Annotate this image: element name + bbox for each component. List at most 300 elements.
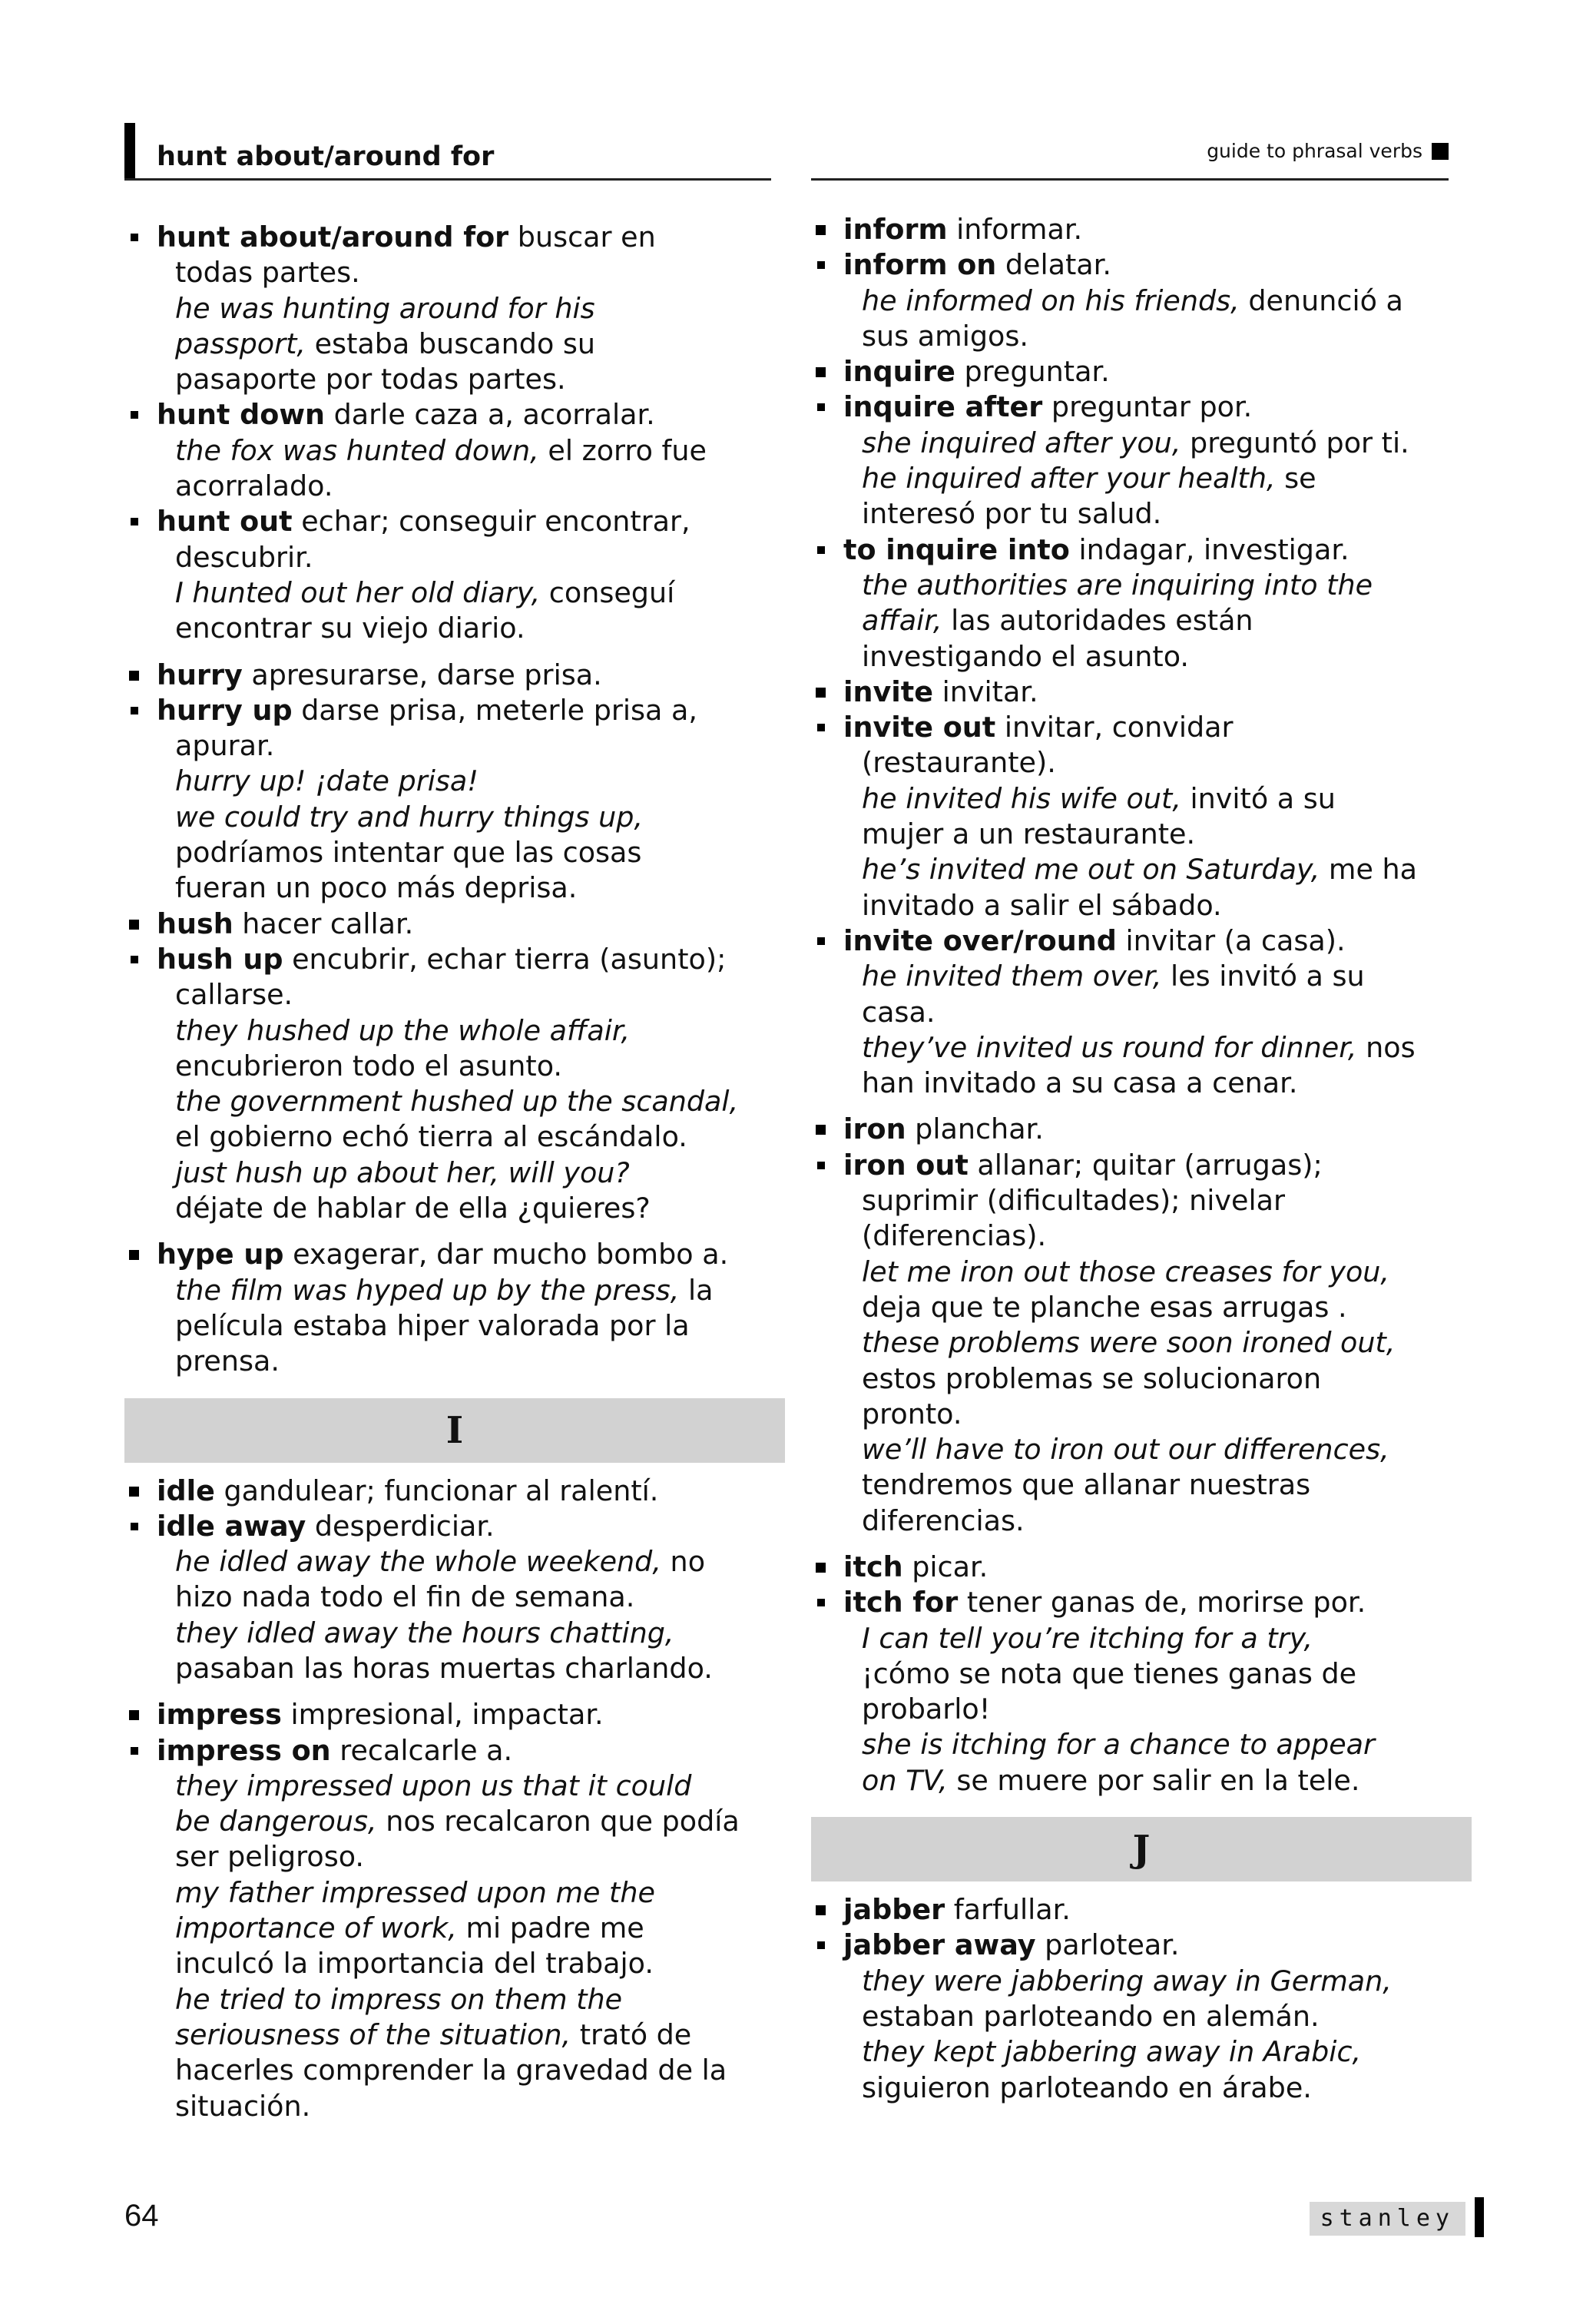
entry-headline: [157, 1697, 785, 1732]
translation-text: suprimir (dificultades); nivelar: [862, 1184, 1285, 1218]
dictionary-entry: [811, 1112, 1472, 1147]
entry-bullet-icon: [816, 1125, 826, 1135]
entry-bullet-icon: [817, 724, 825, 731]
example-text: just hush up about her, will you?: [175, 1155, 630, 1189]
section-letter: J: [1132, 1828, 1151, 1871]
entry-line: [157, 327, 785, 362]
entry-line: [157, 1544, 785, 1580]
entry-line: [157, 1191, 785, 1226]
entry-line: [157, 1344, 785, 1379]
translation-text: invitar.: [933, 675, 1038, 708]
translation-text: planchar.: [906, 1112, 1044, 1146]
translation-text: desperdiciar.: [306, 1509, 495, 1543]
entry-bullet-icon: [131, 518, 138, 525]
translation-text: encontrar su viejo diario.: [175, 612, 525, 645]
translation-text: diferencias.: [862, 1503, 1025, 1537]
translation-text: picar.: [902, 1550, 989, 1583]
example-text: they impressed upon us that it could: [175, 1769, 692, 1802]
headword: hush: [157, 907, 233, 940]
entry-headline: [843, 1585, 1472, 1620]
translation-text: (diferencias).: [862, 1219, 1047, 1253]
entry-line: [157, 540, 785, 575]
entry-line: [157, 611, 785, 646]
entry-line: [157, 1155, 785, 1191]
headword: invite: [843, 675, 934, 708]
dictionary-entry: [124, 1697, 785, 1732]
translation-text: pasaporte por todas partes.: [175, 363, 566, 396]
translation-text: sus amigos.: [862, 319, 1028, 353]
entry-line: [843, 1325, 1472, 1361]
example-text: he idled away the whole weekend,: [175, 1545, 661, 1579]
entry-line: [843, 1361, 1472, 1397]
running-head-title: hunt about/around for: [157, 141, 495, 172]
entry-bullet-icon: [129, 1710, 139, 1720]
example-text: he invited his wife out,: [862, 781, 1181, 815]
entry-headline: [843, 1892, 1472, 1928]
dictionary-entry: [124, 942, 785, 1226]
headword: inform: [843, 213, 948, 246]
translation-text: preguntar.: [955, 355, 1110, 389]
running-head-section: guide to phrasal verbs: [1207, 140, 1422, 162]
translation-text: nos: [1356, 1030, 1416, 1064]
section-letter-band: [124, 1398, 785, 1463]
translation-text: parlotear.: [1035, 1928, 1180, 1962]
example-text: the authorities are inquiring into the: [862, 568, 1373, 602]
entry-headline: [843, 1148, 1472, 1183]
translation-text: la: [679, 1273, 714, 1307]
translation-text: preguntar por.: [1042, 390, 1253, 424]
example-text: seriousness of the situation,: [175, 2017, 571, 2051]
translation-text: interesó por tu salud.: [862, 497, 1162, 531]
headword: itch for: [843, 1586, 959, 1620]
left-column: [124, 220, 785, 2124]
entry-line: [843, 1218, 1472, 1254]
dictionary-entry: [811, 710, 1472, 923]
headword: invite out: [843, 711, 996, 744]
entry-line: [157, 1308, 785, 1344]
translation-text: les invitó a su: [1161, 960, 1365, 993]
dictionary-entry: [124, 220, 785, 397]
publisher-brand: stanley: [1310, 2202, 1465, 2236]
dictionary-entry: [124, 1237, 785, 1379]
entry-bullet-icon: [817, 546, 825, 554]
translation-text: se muere por salir en la tele.: [947, 1763, 1360, 1797]
translation-text: casa.: [862, 995, 936, 1029]
entry-line: [843, 426, 1472, 461]
entry-bullet-icon: [816, 1563, 826, 1573]
entry-line: [843, 1999, 1472, 2034]
translation-text: informar.: [947, 213, 1083, 246]
entry-line: [843, 1621, 1472, 1656]
entry-line: [157, 764, 785, 799]
headword: hunt about/around for: [157, 220, 509, 254]
entry-line: [157, 1616, 785, 1651]
entry-bullet-icon: [131, 956, 138, 963]
dictionary-entry: [811, 212, 1472, 247]
entry-bullet-icon: [131, 1747, 138, 1755]
dictionary-entry: [811, 1148, 1472, 1539]
dictionary-entry: [124, 397, 785, 504]
entry-bullet-icon: [816, 225, 826, 235]
translation-text: trató de: [571, 2017, 692, 2051]
translation-text: siguieron parloteando en árabe.: [862, 2070, 1312, 2104]
entry-line: [843, 1467, 1472, 1503]
entry-line: [843, 1066, 1472, 1101]
example-text: ¡date prisa!: [306, 764, 479, 798]
example-text: he tried to impress on them the: [175, 1982, 623, 2016]
headword: iron: [843, 1112, 906, 1146]
translation-text: tendremos que allanar nuestras: [862, 1468, 1311, 1502]
entry-headline: [843, 675, 1472, 710]
entry-headline: [157, 220, 785, 255]
entry-line: [843, 745, 1472, 781]
entry-line: [157, 1982, 785, 2017]
headword: itch: [843, 1550, 903, 1583]
entry-line: [843, 1656, 1472, 1692]
entry-line: [843, 1255, 1472, 1290]
entry-line: [157, 1049, 785, 1084]
headword: idle away: [157, 1509, 306, 1543]
entry-headline: [843, 247, 1472, 283]
translation-text: ser peligroso.: [175, 1840, 365, 1874]
headword: to inquire into: [843, 532, 1070, 566]
entry-headline: [843, 923, 1472, 959]
entry-line: [157, 362, 785, 397]
example-text: he informed on his friends,: [862, 283, 1240, 317]
entry-line: [157, 800, 785, 835]
translation-text: indagar, investigar.: [1069, 532, 1349, 566]
entry-line: [843, 461, 1472, 496]
dictionary-entry: [811, 1892, 1472, 1928]
translation-text: han invitado a su casa a cenar.: [862, 1066, 1298, 1100]
headword: hype up: [157, 1238, 284, 1271]
example-text: I can tell you’re itching for a try,: [862, 1621, 1313, 1655]
entry-line: [843, 1692, 1472, 1727]
dictionary-entry: [124, 1474, 785, 1509]
entry-headline: [157, 504, 785, 539]
entry-line: [843, 2070, 1472, 2106]
headword: impress: [157, 1698, 282, 1732]
headword: hush up: [157, 942, 283, 976]
entry-line: [157, 1911, 785, 1946]
translation-text: conseguí: [540, 575, 675, 609]
translation-text: mujer a un restaurante.: [862, 817, 1196, 851]
translation-text: nos recalcaron que podía: [376, 1805, 740, 1838]
translation-text: me ha: [1320, 853, 1418, 887]
headword: iron out: [843, 1148, 969, 1182]
entry-line: [157, 1119, 785, 1155]
entry-headline: [843, 710, 1472, 745]
entry-line: [843, 852, 1472, 887]
entry-bullet-icon: [817, 1162, 825, 1169]
entry-bullet-icon: [816, 367, 826, 377]
translation-text: no: [661, 1545, 706, 1579]
example-text: the fox was hunted down,: [175, 433, 539, 467]
entry-line: [843, 817, 1472, 852]
entry-line: [843, 603, 1472, 638]
translation-text: invitado a salir el sábado.: [862, 888, 1222, 922]
dictionary-entry: [811, 532, 1472, 675]
entry-line: [157, 1273, 785, 1308]
entry-headline: [157, 1509, 785, 1544]
translation-text: estaba buscando su: [306, 327, 596, 360]
entry-headline: [843, 532, 1472, 568]
translation-text: película estaba hiper valorada por la: [175, 1308, 690, 1342]
translation-text: tener ganas de, morirse por.: [958, 1586, 1366, 1620]
entry-headline: [843, 1112, 1472, 1147]
entry-bullet-icon: [816, 1905, 826, 1915]
entry-line: [157, 2053, 785, 2088]
translation-text: inculcó la importancia del trabajo.: [175, 1947, 654, 1981]
entry-bullet-icon: [816, 688, 826, 698]
translation-text: invitó a su: [1181, 781, 1336, 815]
dictionary-entry: [811, 390, 1472, 532]
translation-text: echar; conseguir encontrar,: [292, 505, 690, 539]
translation-text: darse prisa, meterle prisa a,: [292, 693, 697, 727]
dictionary-entry: [811, 247, 1472, 354]
translation-text: hacer callar.: [233, 907, 414, 940]
dictionary-entry: [811, 675, 1472, 710]
example-text: on TV,: [862, 1763, 948, 1797]
entry-headline: [157, 1237, 785, 1272]
running-header-right: [811, 138, 1449, 181]
example-text: she is itching for a chance to appear: [862, 1728, 1376, 1762]
translation-text: denunció a: [1239, 283, 1403, 317]
translation-text: invitar (a casa).: [1116, 923, 1346, 957]
entry-bullet-icon: [129, 671, 139, 681]
entry-bullet-icon: [129, 1250, 139, 1260]
entry-line: [843, 1397, 1472, 1432]
example-text: affair,: [862, 604, 942, 638]
entry-line: [843, 2034, 1472, 2070]
translation-text: investigando el asunto.: [862, 639, 1190, 673]
translation-text: situación.: [175, 2089, 311, 2123]
entry-line: [157, 433, 785, 469]
translation-text: fueran un poco más deprisa.: [175, 871, 578, 905]
entry-line: [157, 1804, 785, 1839]
running-header-left: [124, 123, 771, 181]
headword: hurry: [157, 658, 243, 691]
entry-line: [843, 781, 1472, 817]
entry-line: [157, 2017, 785, 2053]
entry-line: [843, 995, 1472, 1030]
translation-text: el zorro fue: [538, 433, 707, 467]
entry-line: [843, 1503, 1472, 1539]
entry-bullet-icon: [817, 261, 825, 269]
entry-headline: [157, 397, 785, 433]
headword: impress on: [157, 1733, 331, 1767]
translation-text: mi padre me: [456, 1911, 644, 1945]
entry-line: [157, 1013, 785, 1049]
entry-line: [843, 959, 1472, 994]
headword: inquire after: [843, 390, 1043, 424]
translation-text: (restaurante).: [862, 746, 1056, 780]
translation-text: probarlo!: [862, 1692, 991, 1726]
right-column: [811, 212, 1472, 2106]
translation-text: apurar.: [175, 729, 275, 763]
translation-text: deja que te planche esas arrugas .: [862, 1290, 1347, 1324]
entry-line: [843, 1964, 1472, 1999]
entry-line: [843, 283, 1472, 319]
example-text: they were jabbering away in German,: [862, 1964, 1392, 1997]
entry-line: [157, 1651, 785, 1686]
entry-line: [157, 575, 785, 611]
entry-line: [843, 1763, 1472, 1799]
entry-line: [843, 319, 1472, 354]
translation-text: estos problemas se solucionaron: [862, 1361, 1322, 1395]
entry-line: [157, 469, 785, 504]
example-text: let me iron out those creases for you,: [862, 1255, 1390, 1288]
dictionary-entry: [811, 354, 1472, 390]
entry-headline: [157, 942, 785, 977]
example-text: he’s invited me out on Saturday,: [862, 853, 1320, 887]
example-text: she inquired after you,: [862, 426, 1181, 459]
translation-text: el gobierno echó tierra al escándalo.: [175, 1120, 687, 1154]
example-text: these problems were soon ironed out,: [862, 1326, 1396, 1360]
example-text: they hushed up the whole affair,: [175, 1013, 631, 1047]
dictionary-entry: [124, 504, 785, 646]
entry-line: [843, 1290, 1472, 1325]
example-text: he invited them over,: [862, 960, 1162, 993]
headword: idle: [157, 1474, 215, 1507]
entry-line: [157, 1839, 785, 1875]
translation-text: descubrir.: [175, 540, 313, 574]
dictionary-entry: [811, 1928, 1472, 2105]
dictionary-entry: [124, 693, 785, 907]
translation-text: se: [1275, 462, 1316, 496]
translation-text: encubrir, echar tierra (asunto);: [283, 942, 727, 976]
headword: hunt out: [157, 505, 293, 539]
entry-headline: [843, 1550, 1472, 1585]
page-number: 64: [124, 2199, 159, 2233]
entry-bullet-icon: [131, 234, 138, 241]
example-text: we’ll have to iron out our differences,: [862, 1433, 1389, 1467]
headword: hurry up: [157, 693, 293, 727]
translation-text: preguntó por ti.: [1181, 426, 1409, 459]
entry-line: [157, 1580, 785, 1615]
translation-text: estaban parloteando en alemán.: [862, 1999, 1320, 2033]
dictionary-entry: [811, 1585, 1472, 1799]
example-text: they’ve invited us round for dinner,: [862, 1030, 1357, 1064]
entry-line: [157, 1084, 785, 1119]
translation-text: callarse.: [175, 978, 293, 1012]
entry-bullet-icon: [817, 1941, 825, 1949]
entry-line: [157, 870, 785, 906]
translation-text: podríamos intentar que las cosas: [175, 836, 642, 870]
entry-line: [157, 1946, 785, 1981]
translation-text: déjate de hablar de ella ¿quieres?: [175, 1192, 651, 1225]
example-text: they kept jabbering away in Arabic,: [862, 2035, 1362, 2069]
entry-headline: [157, 1474, 785, 1509]
translation-text: allanar; quitar (arrugas);: [968, 1148, 1323, 1182]
example-text: be dangerous,: [175, 1805, 377, 1838]
example-text: the government hushed up the scandal,: [175, 1085, 739, 1119]
entry-line: [843, 568, 1472, 603]
translation-text: hizo nada todo el fin de semana.: [175, 1580, 635, 1614]
translation-text: encubrieron todo el asunto.: [175, 1049, 563, 1082]
entry-line: [843, 496, 1472, 532]
header-bar-mark: [124, 123, 135, 178]
entry-bullet-icon: [131, 411, 138, 419]
translation-text: pronto.: [862, 1397, 962, 1431]
entry-headline: [157, 1733, 785, 1769]
entry-line: [157, 1875, 785, 1911]
header-square-mark: [1432, 143, 1449, 160]
entry-headline: [157, 693, 785, 728]
translation-text: todas partes.: [175, 256, 360, 290]
dictionary-entry: [811, 923, 1472, 1101]
entry-headline: [157, 907, 785, 942]
dictionary-entry: [124, 1733, 785, 2124]
example-text: I hunted out her old diary,: [175, 575, 541, 609]
headword: inquire: [843, 355, 955, 389]
entry-headline: [843, 212, 1472, 247]
example-text: my father impressed upon me the: [175, 1875, 655, 1909]
entry-bullet-icon: [817, 1599, 825, 1606]
entry-line: [843, 1727, 1472, 1762]
entry-bullet-icon: [129, 1487, 139, 1497]
section-letter: I: [445, 1408, 464, 1452]
entry-headline: [843, 390, 1472, 425]
translation-text: buscar en: [508, 220, 656, 254]
entry-line: [843, 639, 1472, 675]
example-text: we could try and hurry things up,: [175, 800, 644, 834]
translation-text: recalcarle a.: [330, 1733, 513, 1767]
translation-text: darle caza a, acorralar.: [325, 398, 655, 432]
dictionary-entry: [811, 1550, 1472, 1585]
translation-text: gandulear; funcionar al ralentí.: [214, 1474, 659, 1507]
entry-bullet-icon: [817, 403, 825, 411]
headword: jabber: [843, 1893, 945, 1927]
translation-text: invitar, convidar: [995, 711, 1234, 744]
translation-text: farfullar.: [945, 1893, 1071, 1927]
entry-bullet-icon: [131, 1523, 138, 1530]
entry-line: [157, 977, 785, 1013]
entry-line: [157, 835, 785, 870]
translation-text: pasaban las horas muertas charlando.: [175, 1651, 713, 1685]
translation-text: acorralado.: [175, 469, 333, 503]
translation-text: las autoridades están: [942, 604, 1253, 638]
entry-headline: [157, 658, 785, 693]
example-text: hurry up!: [175, 764, 306, 798]
entry-bullet-icon: [817, 937, 825, 945]
headword: invite over/round: [843, 923, 1117, 957]
entry-headline: [843, 1928, 1472, 1963]
translation-text: delatar.: [996, 248, 1111, 282]
section-letter-band: [811, 1817, 1472, 1881]
example-text: he was hunting around for his: [175, 291, 595, 325]
entry-line: [157, 728, 785, 764]
entry-bullet-icon: [129, 920, 139, 930]
example-text: importance of work,: [175, 1911, 457, 1945]
footer-bar-mark: [1475, 2197, 1484, 2237]
translation-text: exagerar, dar mucho bombo a.: [283, 1238, 729, 1271]
entry-line: [157, 255, 785, 290]
translation-text: hacerles comprender la gravedad de la: [175, 2054, 727, 2087]
headword: jabber away: [843, 1928, 1036, 1962]
example-text: the film was hyped up by the press,: [175, 1273, 680, 1307]
headword: hunt down: [157, 398, 326, 432]
translation-text: prensa.: [175, 1344, 280, 1378]
headword: inform on: [843, 248, 997, 282]
entry-line: [843, 888, 1472, 923]
entry-line: [843, 1030, 1472, 1066]
dictionary-entry: [124, 658, 785, 693]
entry-line: [157, 1769, 785, 1804]
entry-line: [843, 1183, 1472, 1218]
entry-headline: [843, 354, 1472, 390]
entry-line: [843, 1432, 1472, 1467]
